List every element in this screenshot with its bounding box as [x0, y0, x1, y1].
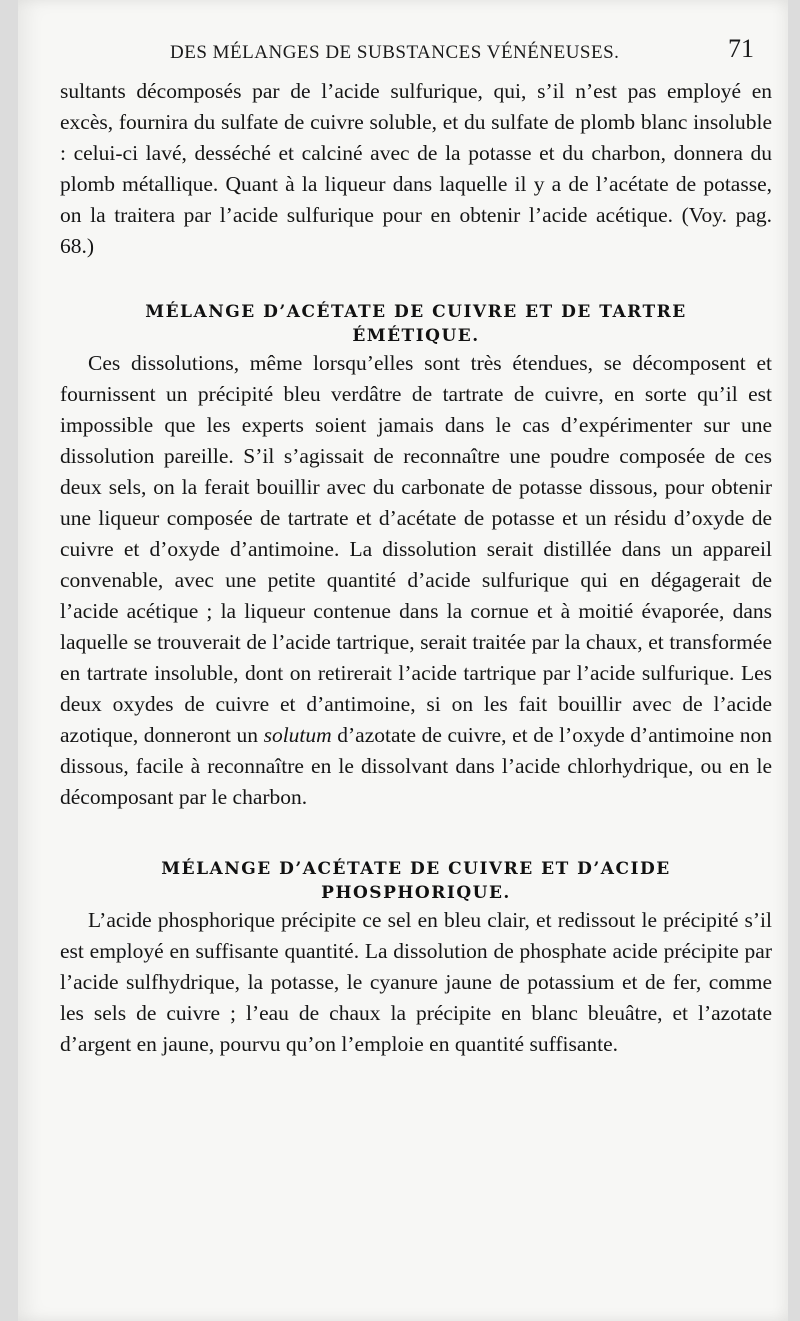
page-body: [60, 76, 772, 1060]
italic-term: solutum: [263, 723, 332, 747]
paragraph-text: d’azotate de cuivre, et de l’oxyde d’antimoine non dissous, facile à reconnaître en le dissolvant dans l’acide chlorhydrique, ou en le décomposant par le charbon.: [60, 723, 773, 809]
section-title-line-2: ÉMÉTIQUE.: [352, 326, 480, 346]
page-number: 71: [728, 34, 754, 63]
running-head: DES MÉLANGES DE SUBSTANCES VÉNÉNEUSES.: [170, 42, 620, 63]
section-title-acetate-phosphorique: [60, 857, 772, 905]
intro-paragraph: sultants décomposés par de l’acide sulfurique, qui, s’il n’est pas employé en excès, fournira du sulfate de cuivre soluble, et du sulfate de plomb blanc insoluble : celui-ci lavé, desséché et calciné avec de la potasse et du charbon, donnera du plomb métallique. Quant à la liqueur dans laquelle il y a de l’acétate de potasse, on la traitera par l’acide sulfurique pour en obtenir l’acide acétique. (Voy. pag. 68.): [60, 79, 772, 258]
paragraph-text: Ces dissolutions, même lorsqu’elles sont très étendues, se décomposent et fournissent un précipité bleu verdâtre de tartrate de cuivre, en sorte qu’il est impossible que les experts soient jamais dans le cas d’expérimenter sur une dissolution pareille. S’il s’agissait de reconnaître une poudre composée de ces deux sels, on la ferait bouillir avec du carbonate de potasse dissous, pour obtenir une liqueur composée de tartrate et d’acétate de potasse et un résidu d’oxyde de cuivre et d’oxyde d’antimoine. La dissolution serait distillée dans un appareil convenable, avec une petite quantité d’acide sulfurique qui en dégagerait de l’acide acétique ; la liqueur contenue dans la cornue et à moitié évaporée, dans laquelle se trouverait de l’acide tartrique, serait traitée par la chaux, et transformée en tartrate insoluble, dont on retirerait l’acide tartrique par l’acide sulfurique. Les deux oxydes de cuivre et d’antimoine, si on les fait bouillir avec de l’acide azotique, donneront un: [60, 351, 772, 747]
section-paragraph-acetate-phosphorique: L’acide phosphorique précipite ce sel en bleu clair, et redissout le précipité s’il est employé en suffisante quantité. La dissolution de phosphate acide précipite par l’acide sulfhydrique, la potasse, le cyanure jaune de potassium et de fer, comme les sels de cuivre ; l’eau de chaux la précipite en blanc bleuâtre, et l’azotate d’argent en jaune, pourvu qu’on l’emploie en quantité suffisante.: [60, 908, 772, 1056]
section-title-acetate-tartre: [60, 300, 772, 348]
section-title-line-2: PHOSPHORIQUE.: [321, 883, 511, 903]
section-title-line-1: MÉLANGE D’ACÉTATE DE CUIVRE ET D’ACIDE: [161, 859, 671, 879]
section-paragraph-acetate-tartre: [60, 348, 772, 813]
book-page: [18, 0, 788, 1321]
section-title-line-1: MÉLANGE D’ACÉTATE DE CUIVRE ET DE TARTRE: [145, 302, 687, 322]
